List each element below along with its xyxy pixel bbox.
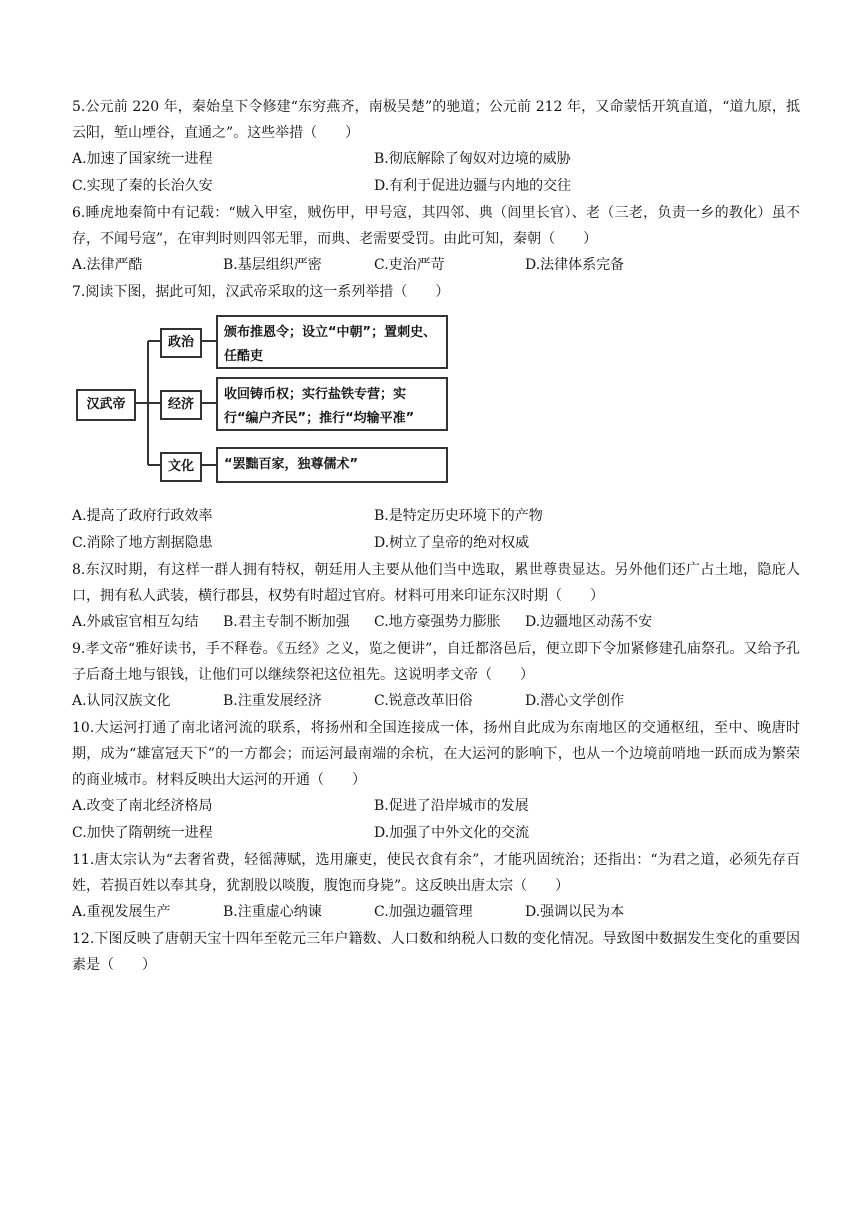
options-row — [72, 688, 800, 715]
question-7 — [72, 279, 800, 557]
option-d[interactable]: D.强调以民为本 — [525, 904, 625, 920]
category-culture: 文化 — [160, 452, 202, 482]
question-5 — [72, 94, 800, 200]
policy-diagram — [76, 313, 476, 503]
options-row — [72, 530, 800, 557]
option-c[interactable]: C.锐意改革旧俗 — [374, 693, 473, 709]
question-11 — [72, 847, 800, 926]
question-6 — [72, 200, 800, 279]
options-row — [72, 820, 800, 847]
option-c[interactable]: C.地方豪强势力膨胀 — [374, 614, 501, 630]
option-a[interactable]: A.加速了国家统一进程 — [72, 151, 213, 167]
options-row — [72, 899, 800, 926]
question-stem: 7.阅读下图，据此可知，汉武帝采取的这一系列举措（ ） — [72, 284, 450, 300]
option-a[interactable]: A.外戚宦官相互勾结 — [72, 614, 199, 630]
options-row — [72, 503, 800, 530]
option-c[interactable]: C.加快了隋朝统一进程 — [72, 825, 213, 841]
options-row — [72, 146, 800, 173]
option-c[interactable]: C.吏治严苛 — [374, 257, 445, 273]
option-a[interactable]: A.提高了政府行政效率 — [72, 508, 213, 524]
option-b[interactable]: B.是特定历史环境下的产物 — [374, 508, 543, 524]
question-stem: 8.东汉时期，有这样一群人拥有特权，朝廷用人主要从他们当中选取，累世尊贵显达。另外他们还广占土地，隐庇人口，拥有私人武装，横行郡县，权势有时超过官府。材料可用来印证东汉时期（ ） — [72, 562, 800, 604]
option-c[interactable]: C.消除了地方割据隐患 — [72, 535, 213, 551]
question-stem: 5.公元前 220 年，秦始皇下令修建“东穷燕齐，南极吴楚”的驰道；公元前 212 年，又命蒙恬开筑直道，“道九原，抵云阳，堑山堙谷，直通之”。这些举措（ ） — [72, 99, 800, 141]
options-row — [72, 793, 800, 820]
exam-page — [72, 94, 800, 978]
option-a[interactable]: A.改变了南北经济格局 — [72, 798, 213, 814]
options-row — [72, 609, 800, 636]
option-a[interactable]: A.认同汉族文化 — [72, 693, 171, 709]
option-d[interactable]: D.法律体系完备 — [525, 257, 625, 273]
option-c[interactable]: C.实现了秦的长治久安 — [72, 178, 213, 194]
question-stem: 10.大运河打通了南北诸河流的联系，将扬州和全国连接成一体，扬州自此成为东南地区的交通枢纽，至中、晚唐时期，成为“雄富冠天下”的一方都会；而运河最南端的余杭，在大运河的影响下，也从一个边境前哨地一跃而成为繁荣的商业城市。材料反映出大运河的开通（ ） — [72, 720, 800, 788]
content-culture: “罢黜百家，独尊儒术” — [216, 447, 448, 483]
category-economy: 经济 — [160, 390, 202, 420]
option-b[interactable]: B.注重发展经济 — [223, 693, 322, 709]
options-row — [72, 173, 800, 200]
option-b[interactable]: B.彻底解除了匈奴对边境的威胁 — [374, 151, 571, 167]
options-row — [72, 252, 800, 279]
question-8 — [72, 557, 800, 636]
content-politics: 颁布推恩令；设立“中朝”；置刺史、任酷吏 — [216, 315, 448, 369]
question-9 — [72, 636, 800, 715]
question-stem: 12.下图反映了唐朝天宝十四年至乾元三年户籍数、人口数和纳税人口数的变化情况。导致图中数据发生变化的重要因素是（ ） — [72, 931, 800, 973]
category-politics: 政治 — [160, 328, 202, 358]
content-economy: 收回铸币权；实行盐铁专营；实行“编户齐民”；推行“均输平准” — [216, 377, 448, 431]
option-d[interactable]: D.有利于促进边疆与内地的交往 — [374, 178, 572, 194]
question-stem: 6.睡虎地秦简中有记载：“贼入甲室，贼伤甲，甲号寇，其四邻、典（闾里长官）、老（三老，负责一乡的教化）虽不存，不闻号寇”，在审判时则四邻无罪，而典、老需要受罚。由此可知，秦朝（ ） — [72, 205, 800, 247]
option-d[interactable]: D.树立了皇帝的绝对权威 — [374, 535, 530, 551]
option-c[interactable]: C.加强边疆管理 — [374, 904, 473, 920]
option-b[interactable]: B.君主专制不断加强 — [223, 614, 350, 630]
question-stem: 9.孝文帝“雅好读书，手不释卷。《五经》之义，览之便讲”，自迁都洛邑后，便立即下令加紧修建孔庙祭孔。又给予孔子后裔土地与银钱，让他们可以继续祭祀这位祖先。这说明孝文帝（ ） — [72, 641, 800, 683]
option-d[interactable]: D.边疆地区动荡不安 — [525, 614, 653, 630]
question-stem: 11.唐太宗认为“去奢省费，轻徭薄赋，选用廉吏，使民衣食有余”，才能巩固统治；还指出：“为君之道，必须先存百姓，若损百姓以奉其身，犹割股以啖腹，腹饱而身毙”。这反映出唐太宗（ ） — [72, 852, 800, 894]
option-d[interactable]: D.加强了中外文化的交流 — [374, 825, 530, 841]
question-12 — [72, 926, 800, 978]
question-10 — [72, 715, 800, 847]
option-d[interactable]: D.潜心文学创作 — [525, 693, 625, 709]
option-b[interactable]: B.促进了沿岸城市的发展 — [374, 798, 529, 814]
option-b[interactable]: B.基层组织严密 — [223, 257, 322, 273]
option-a[interactable]: A.重视发展生产 — [72, 904, 171, 920]
option-b[interactable]: B.注重虚心纳谏 — [223, 904, 322, 920]
diagram-root: 汉武帝 — [76, 389, 136, 421]
option-a[interactable]: A.法律严酷 — [72, 257, 143, 273]
